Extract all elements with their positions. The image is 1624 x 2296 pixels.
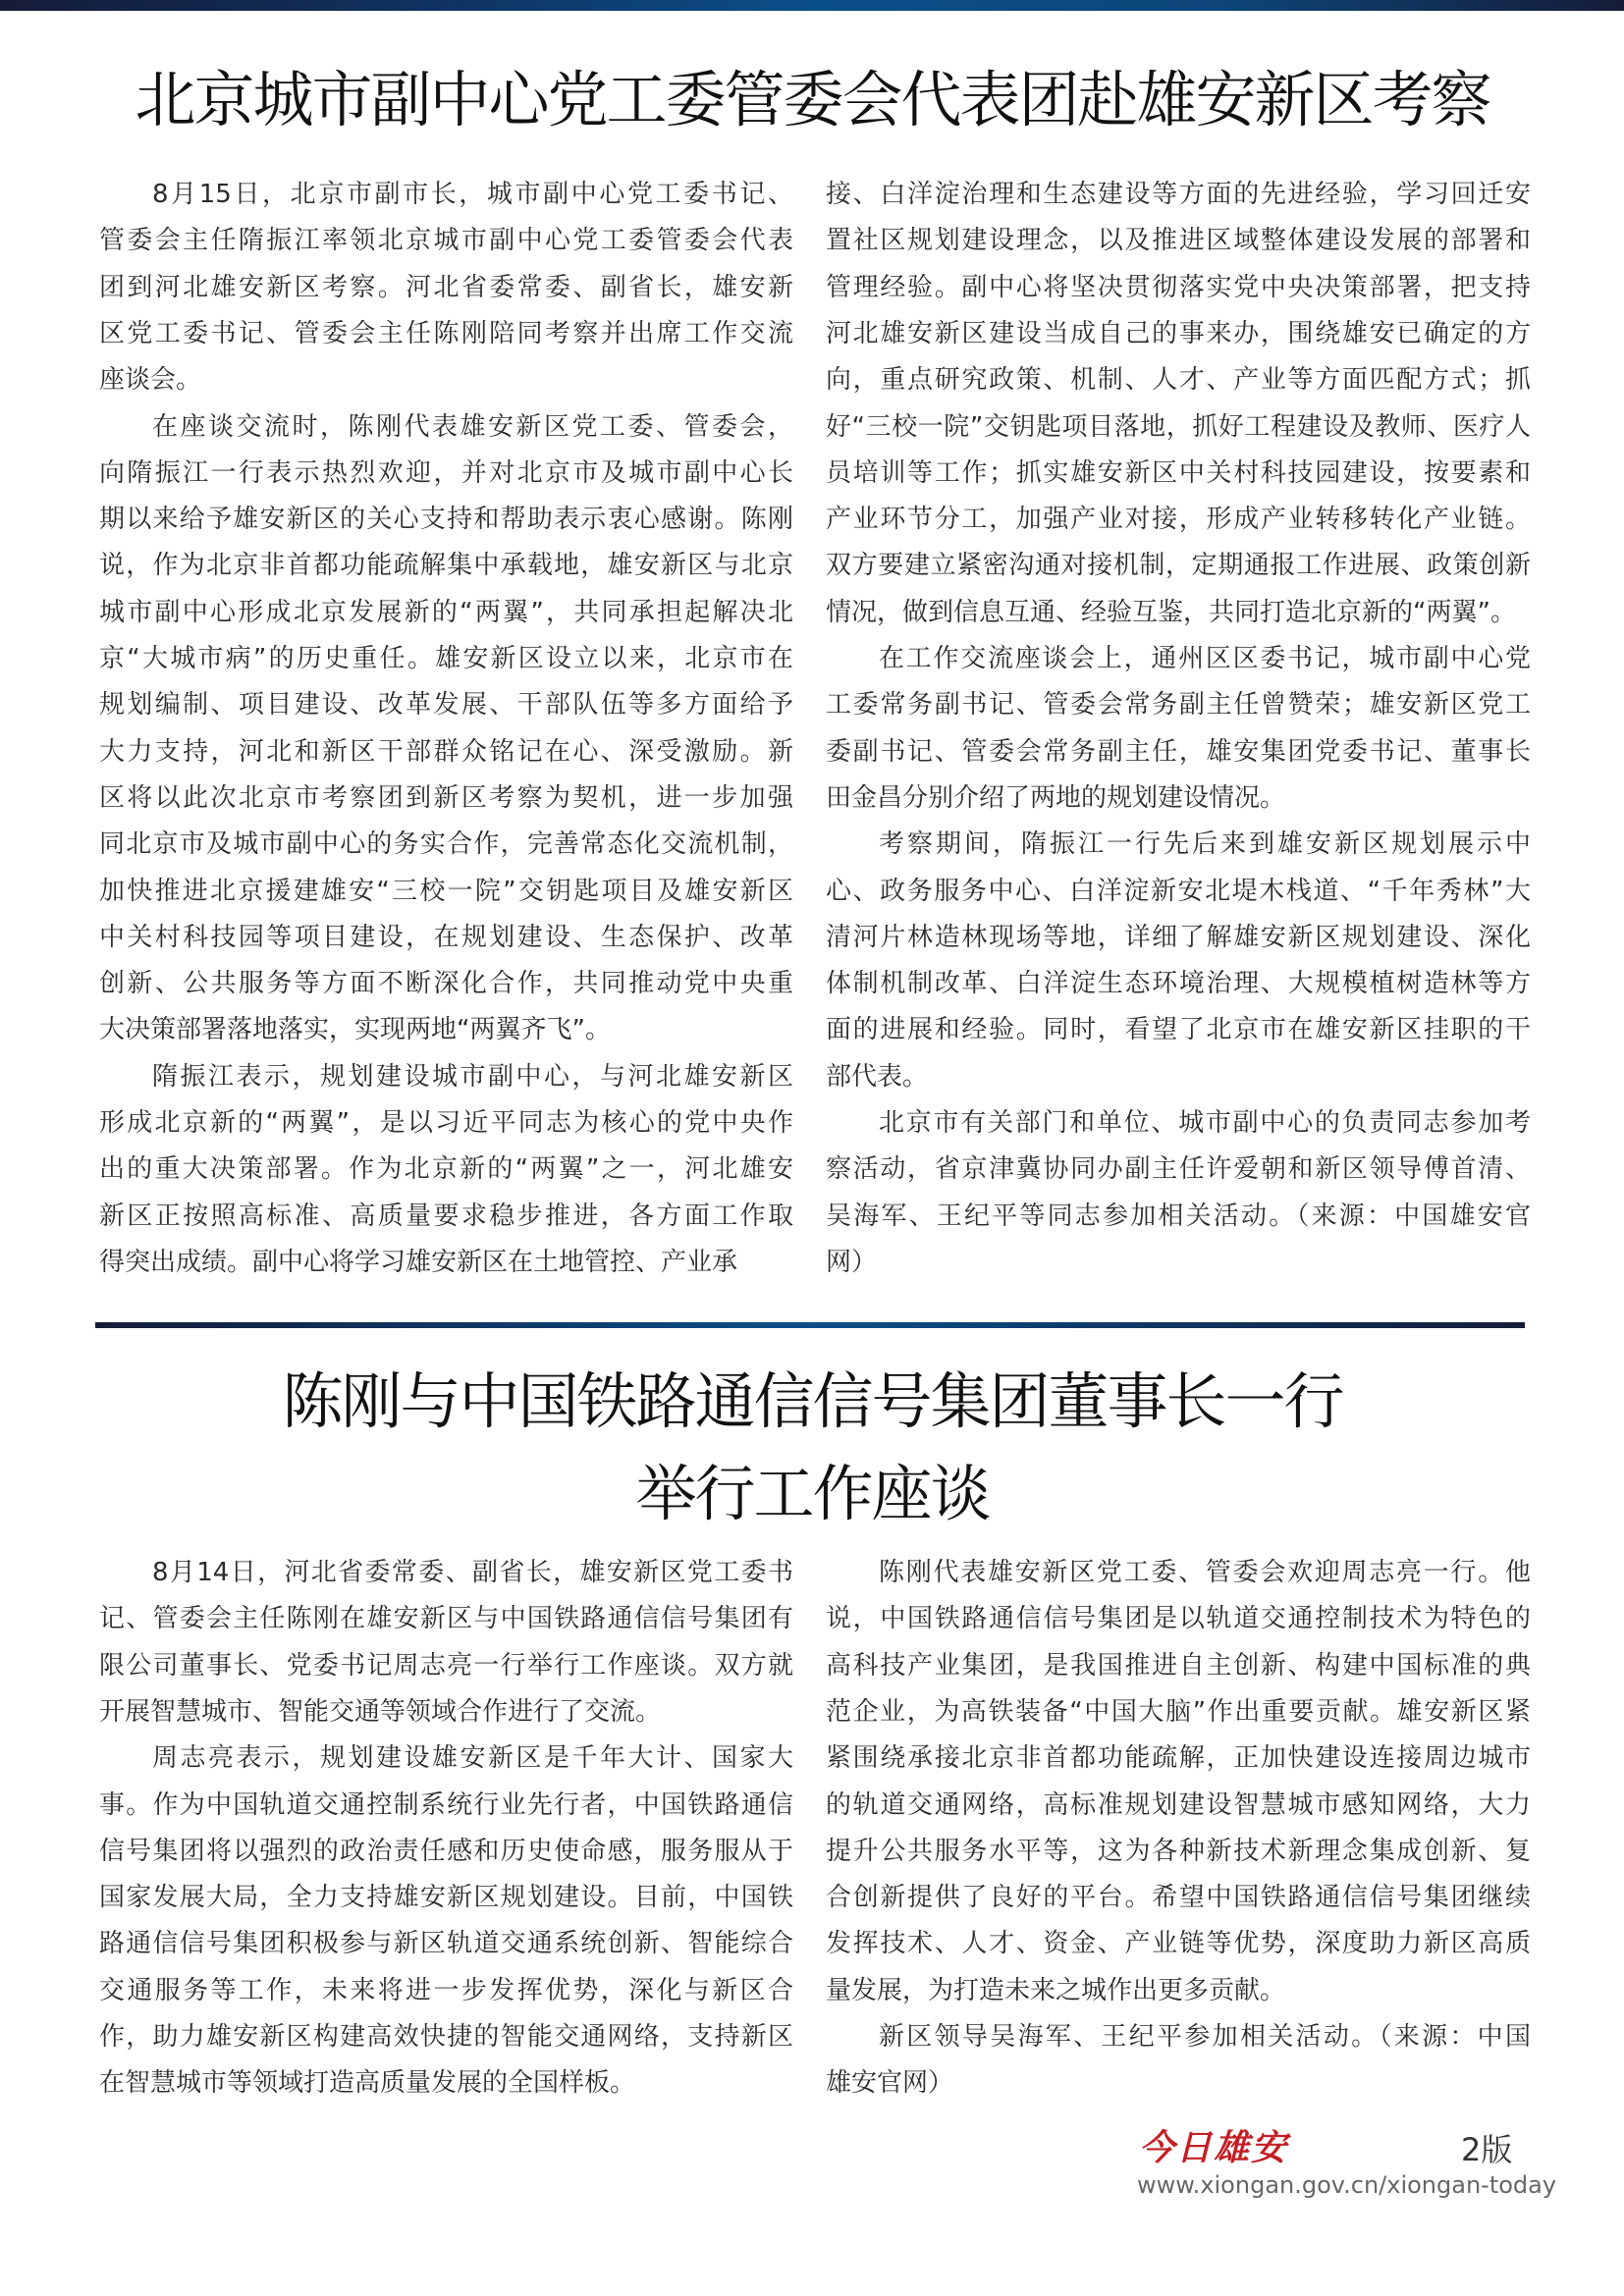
text-line: 陈刚代表雄安新区党工委、管委会欢迎周志亮一行。他: [879, 1558, 1531, 1587]
text-line: 周志亮表示，规划建设雄安新区是千年大计、国家大: [152, 1743, 793, 1773]
text-line: 新区正按照高标准、高质量要求稳步推进，各方面工作取: [99, 1201, 793, 1231]
text-line: 的轨道交通网络，高标准规划建设智慧城市感知网络，大力: [826, 1790, 1531, 1820]
text-line: 出的重大决策部署。作为北京新的“两翼”之一，河北雄安: [99, 1154, 793, 1184]
top-banner-bar: [0, 0, 1624, 11]
text-line: 作，助力雄安新区构建高效快捷的智能交通网络，支持新区: [99, 2022, 793, 2052]
article2-right-column: [826, 1553, 1531, 2110]
text-line: 说，中国铁路通信信号集团是以轨道交通控制技术为特色的: [826, 1604, 1531, 1633]
text-line: 事。作为中国轨道交通控制系统行业先行者，中国铁路通信: [99, 1790, 793, 1820]
text-line: 吴海军、王纪平等同志参加相关活动。（来源：中国雄安官: [826, 1201, 1531, 1231]
text-line: 新区领导吴海军、王纪平参加相关活动。（来源：中国: [879, 2022, 1531, 2052]
text-line: 交通服务等工作，未来将进一步发挥优势，深化与新区合: [99, 1976, 793, 2005]
text-line: 隋振江表示，规划建设城市副中心，与河北雄安新区: [152, 1062, 793, 1092]
text-line: 发挥技术、人才、资金、产业链等优势，深度助力新区高质: [826, 1929, 1531, 1958]
text-line: 区党工委书记、管委会主任陈刚陪同考察并出席工作交流: [99, 319, 793, 348]
text-line: 河北雄安新区建设当成自己的事来办，围绕雄安已确定的方: [826, 319, 1531, 348]
text-line: 向，重点研究政策、机制、人才、产业等方面匹配方式；抓: [826, 365, 1531, 395]
text-line: 双方要建立紧密沟通对接机制，定期通报工作进展、政策创新: [826, 551, 1531, 580]
text-line: 大决策部署落地落实，实现两地“两翼齐飞”。: [99, 1015, 611, 1044]
text-line: 工委常务副书记、管委会常务副主任曾赞荣；雄安新区党工: [826, 690, 1531, 720]
text-line: 路通信信号集团积极参与新区轨道交通系统创新、智能综合: [99, 1929, 793, 1958]
article2-title-line2: 举行工作座谈: [635, 1458, 990, 1529]
text-line: 记、管委会主任陈刚在雄安新区与中国铁路通信信号集团有: [99, 1604, 793, 1633]
text-line: 城市副中心形成北京发展新的“两翼”，共同承担起解决北: [99, 598, 793, 627]
text-line: 范企业，为高铁装备“中国大脑”作出重要贡献。雄安新区紧: [826, 1697, 1531, 1727]
text-line: 高科技产业集团，是我国推进自主创新、构建中国标准的典: [826, 1651, 1531, 1681]
footer-url[interactable]: www.xiongan.gov.cn/xiongan-today: [1137, 2171, 1557, 2199]
text-line: 置社区规划建设理念，以及推进区域整体建设发展的部署和: [826, 226, 1531, 255]
article2-left-column: [99, 1553, 793, 2110]
text-line: 清河片林造林现场等地，详细了解雄安新区规划建设、深化: [826, 923, 1531, 952]
page-number: 2版: [1461, 2131, 1513, 2168]
text-line: 体制机制改革、白洋淀生态环境治理、大规模植树造林等方: [826, 969, 1531, 998]
text-line: 区将以此次北京市考察团到新区考察为契机，进一步加强: [99, 783, 793, 813]
text-line: 说，作为北京非首都功能疏解集中承载地，雄安新区与北京: [99, 551, 793, 580]
text-line: 座谈会。: [99, 365, 202, 395]
text-line: 产业环节分工，加强产业对接，形成产业转移转化产业链。: [826, 505, 1531, 534]
text-line: 察活动，省京津冀协同办副主任许爱朝和新区领导傅首清、: [826, 1154, 1531, 1184]
text-line: 考察期间，隋振江一行先后来到雄安新区规划展示中: [879, 829, 1531, 859]
text-line: 田金昌分别介绍了两地的规划建设情况。: [826, 783, 1286, 813]
article1-left-column: [99, 175, 793, 1290]
text-line: 接、白洋淀治理和生态建设等方面的先进经验，学习回迁安: [826, 180, 1531, 209]
text-line: 在工作交流座谈会上，通州区区委书记，城市副中心党: [879, 644, 1531, 673]
text-line: 在座谈交流时，陈刚代表雄安新区党工委、管委会，: [152, 412, 793, 442]
text-line: 管理经验。副中心将坚决贯彻落实党中央决策部署，把支持: [826, 273, 1531, 302]
text-line: 同北京市及城市副中心的务实合作，完善常态化交流机制，: [99, 829, 793, 859]
text-line: 国家发展大局，全力支持雄安新区规划建设。目前，中国铁: [99, 1883, 793, 1912]
text-line: 向隋振江一行表示热烈欢迎，并对北京市及城市副中心长: [99, 458, 793, 488]
xiongan-today-logo: 今日雄安: [1139, 2127, 1289, 2168]
text-line: 创新、公共服务等方面不断深化合作，共同推动党中央重: [99, 969, 793, 998]
section-divider: [95, 1322, 1525, 1328]
text-line: 网）: [826, 1248, 878, 1277]
text-line: 京“大城市病”的历史重任。雄安新区设立以来，北京市在: [99, 644, 793, 673]
text-line: 提升公共服务水平等，这为各种新技术新理念集成创新、复: [826, 1837, 1531, 1866]
text-line: 形成北京新的“两翼”，是以习近平同志为核心的党中央作: [99, 1108, 793, 1138]
text-line: 团到河北雄安新区考察。河北省委常委、副省长，雄安新: [99, 273, 793, 302]
text-line: 8月15日，北京市副市长，城市副中心党工委书记、: [152, 180, 793, 209]
article1-title: 北京城市副中心党工委管委会代表团赴雄安新区考察: [135, 64, 1490, 135]
text-line: 好“三校一院”交钥匙项目落地，抓好工程建设及教师、医疗人: [826, 412, 1531, 442]
text-line: 8月14日，河北省委常委、副省长，雄安新区党工委书: [152, 1558, 793, 1587]
text-line: 中关村科技园等项目建设，在规划建设、生态保护、改革: [99, 923, 793, 952]
text-line: 在智慧城市等领域打造高质量发展的全国样板。: [99, 2068, 636, 2098]
text-line: 紧围绕承接北京非首都功能疏解，正加快建设连接周边城市: [826, 1743, 1531, 1773]
article1-right-column: [826, 175, 1531, 1290]
text-line: 期以来给予雄安新区的关心支持和帮助表示衷心感谢。陈刚: [99, 505, 793, 534]
text-line: 加快推进北京援建雄安“三校一院”交钥匙项目及雄安新区: [99, 877, 793, 906]
text-line: 情况，做到信息互通、经验互鉴，共同打造北京新的“两翼”。: [826, 598, 1516, 627]
text-line: 部代表。: [826, 1062, 929, 1092]
text-line: 管委会主任隋振江率领北京城市副中心党工委管委会代表: [99, 226, 793, 255]
text-line: 量发展，为打造未来之城作出更多贡献。: [826, 1976, 1286, 2005]
text-line: 限公司董事长、党委书记周志亮一行举行工作座谈。双方就: [99, 1651, 793, 1681]
text-line: 员培训等工作；抓实雄安新区中关村科技园建设，按要素和: [826, 458, 1531, 488]
text-line: 委副书记、管委会常务副主任，雄安集团党委书记、董事长: [826, 737, 1531, 767]
text-line: 得突出成绩。副中心将学习雄安新区在土地管控、产业承: [99, 1248, 738, 1277]
text-line: 心、政务服务中心、白洋淀新安北堤木栈道、“千年秀林”大: [826, 877, 1531, 906]
article2-title-line1: 陈刚与中国铁路通信信号集团董事长一行: [282, 1365, 1343, 1437]
text-line: 雄安官网）: [826, 2068, 954, 2098]
text-line: 面的进展和经验。同时，看望了北京市在雄安新区挂职的干: [826, 1015, 1531, 1044]
text-line: 大力支持，河北和新区干部群众铭记在心、深受激励。新: [99, 737, 793, 767]
text-line: 北京市有关部门和单位、城市副中心的负责同志参加考: [879, 1108, 1531, 1138]
text-line: 开展智慧城市、智能交通等领域合作进行了交流。: [99, 1697, 662, 1727]
text-line: 合创新提供了良好的平台。希望中国铁路通信信号集团继续: [826, 1883, 1531, 1912]
text-line: 规划编制、项目建设、改革发展、干部队伍等多方面给予: [99, 690, 793, 720]
text-line: 信号集团将以强烈的政治责任感和历史使命感，服务服从于: [99, 1837, 793, 1866]
